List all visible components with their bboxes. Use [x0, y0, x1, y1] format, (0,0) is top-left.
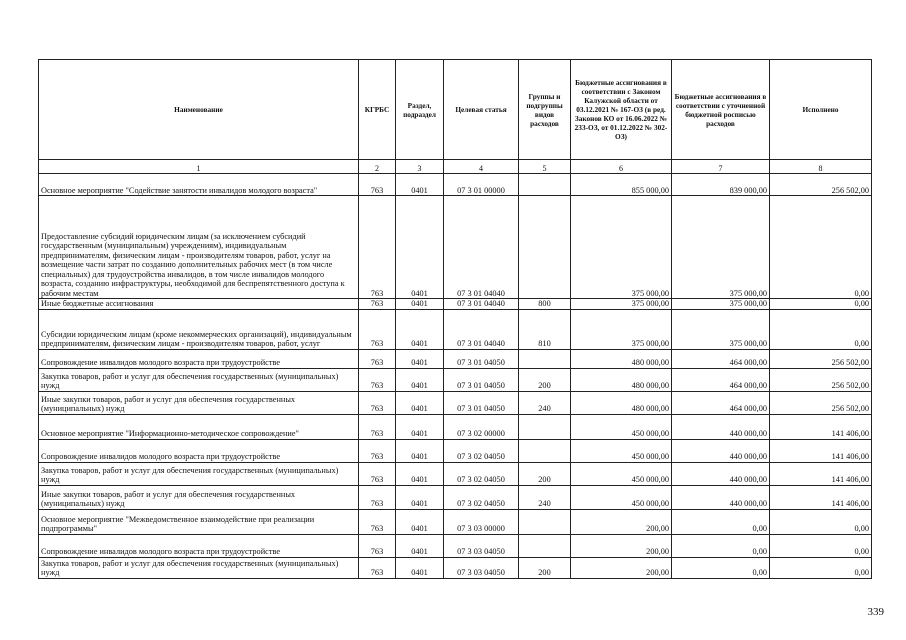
- row-refined-amount: 375 000,00: [672, 196, 770, 299]
- row-law-amount: 480 000,00: [571, 391, 672, 414]
- row-group: [519, 439, 571, 462]
- table-row: [39, 196, 872, 299]
- table-row: [39, 174, 872, 196]
- row-refined-amount: 375 000,00: [672, 309, 770, 349]
- row-refined-amount: 375 000,00: [672, 299, 770, 310]
- row-section: 0401: [396, 534, 444, 557]
- table-row: [39, 391, 872, 414]
- row-section: 0401: [396, 485, 444, 509]
- row-name: Закупка товаров, работ и услуг для обеспечения государственных (муниципальных) нужд: [39, 557, 359, 578]
- row-group: [519, 174, 571, 196]
- row-group: [519, 196, 571, 299]
- table-row: [39, 557, 872, 578]
- row-name: Сопровождение инвалидов молодого возраста при трудоустройстве: [39, 349, 359, 368]
- row-refined-amount: 440 000,00: [672, 439, 770, 462]
- row-target: 07 3 02 04050: [444, 439, 519, 462]
- row-executed-amount: 0,00: [770, 299, 872, 310]
- row-kgrbs: 763: [359, 174, 396, 196]
- column-number: 6: [571, 160, 672, 174]
- row-target: 07 3 01 04050: [444, 349, 519, 368]
- table-row: [39, 509, 872, 534]
- row-name: Закупка товаров, работ и услуг для обеспечения государственных (муниципальных) нужд: [39, 368, 359, 391]
- row-name: Предоставление субсидий юридическим лицам (за исключением субсидий государственным (муниципальным) учреждениям), индивидуальным предпринимателям, физическим лицам - производителям товаров, работ, услуг на возмещение части затрат по созданию дополнительных рабочих мест (в том числе специальных) для трудоустройства инвалидов, в том числе инвалидов молодого возраста, созданию инфраструктуры, необходимой для беспрепятственного доступа к рабочим местам: [39, 196, 359, 299]
- row-kgrbs: 763: [359, 299, 396, 310]
- row-law-amount: 450 000,00: [571, 485, 672, 509]
- header-law-allocations: Бюджетные ассигнования в соответствии с Законом Калужской области от 03.12.2021 № 167-ОЗ (в ред. Законов КО от 16.06.2022 № 233-ОЗ, от 01.12.2022 № 302-ОЗ): [571, 60, 672, 160]
- row-law-amount: 200,00: [571, 534, 672, 557]
- row-section: 0401: [396, 349, 444, 368]
- page-number: 339: [867, 606, 884, 618]
- table-row: [39, 462, 872, 485]
- row-name: Основное мероприятие "Межведомственное взаимодействие при реализации подпрограммы": [39, 509, 359, 534]
- row-refined-amount: 0,00: [672, 534, 770, 557]
- row-group: 200: [519, 368, 571, 391]
- table-row: [39, 414, 872, 439]
- row-law-amount: 375 000,00: [571, 196, 672, 299]
- row-law-amount: 200,00: [571, 557, 672, 578]
- row-refined-amount: 0,00: [672, 509, 770, 534]
- row-executed-amount: 256 502,00: [770, 174, 872, 196]
- row-law-amount: 375 000,00: [571, 309, 672, 349]
- row-target: 07 3 01 00000: [444, 174, 519, 196]
- row-name: Иные закупки товаров, работ и услуг для обеспечения государственных (муниципальных) нужд: [39, 485, 359, 509]
- row-group: 240: [519, 485, 571, 509]
- row-refined-amount: 440 000,00: [672, 462, 770, 485]
- row-refined-amount: 440 000,00: [672, 414, 770, 439]
- row-executed-amount: 0,00: [770, 509, 872, 534]
- table-row: [39, 299, 872, 310]
- column-number: 7: [672, 160, 770, 174]
- row-section: 0401: [396, 462, 444, 485]
- row-law-amount: 450 000,00: [571, 462, 672, 485]
- row-target: 07 3 01 04040: [444, 309, 519, 349]
- row-refined-amount: 440 000,00: [672, 485, 770, 509]
- row-kgrbs: 763: [359, 534, 396, 557]
- row-group: 810: [519, 309, 571, 349]
- row-refined-amount: 464 000,00: [672, 349, 770, 368]
- row-group: 200: [519, 462, 571, 485]
- row-law-amount: 450 000,00: [571, 414, 672, 439]
- header-refined-allocations: Бюджетные ассигнования в соответствии с уточненной бюджетной росписью расходов: [672, 60, 770, 160]
- header-section: Раздел, подраздел: [396, 60, 444, 160]
- row-section: 0401: [396, 509, 444, 534]
- row-target: 07 3 01 04040: [444, 196, 519, 299]
- row-group: [519, 414, 571, 439]
- row-kgrbs: 763: [359, 462, 396, 485]
- row-target: 07 3 01 04050: [444, 368, 519, 391]
- column-number: 1: [39, 160, 359, 174]
- table-row: [39, 485, 872, 509]
- column-number: 8: [770, 160, 872, 174]
- budget-table-wrapper: [38, 59, 871, 579]
- row-target: 07 3 01 04050: [444, 391, 519, 414]
- header-kgrbs: КГРБС: [359, 60, 396, 160]
- row-section: 0401: [396, 174, 444, 196]
- row-group: 240: [519, 391, 571, 414]
- row-refined-amount: 464 000,00: [672, 391, 770, 414]
- row-kgrbs: 763: [359, 509, 396, 534]
- header-target: Целевая статья: [444, 60, 519, 160]
- header-executed: Исполнено: [770, 60, 872, 160]
- row-kgrbs: 763: [359, 368, 396, 391]
- row-executed-amount: 256 502,00: [770, 349, 872, 368]
- row-refined-amount: 0,00: [672, 557, 770, 578]
- row-kgrbs: 763: [359, 349, 396, 368]
- row-refined-amount: 464 000,00: [672, 368, 770, 391]
- row-name: Основное мероприятие "Содействие занятости инвалидов молодого возраста": [39, 174, 359, 196]
- row-target: 07 3 02 00000: [444, 414, 519, 439]
- column-number: 5: [519, 160, 571, 174]
- row-name: Иные бюджетные ассигнования: [39, 299, 359, 310]
- row-name: Закупка товаров, работ и услуг для обеспечения государственных (муниципальных) нужд: [39, 462, 359, 485]
- row-executed-amount: 141 406,00: [770, 414, 872, 439]
- row-executed-amount: 141 406,00: [770, 439, 872, 462]
- row-law-amount: 480 000,00: [571, 368, 672, 391]
- table-header: [39, 60, 872, 174]
- table-row: [39, 534, 872, 557]
- row-section: 0401: [396, 414, 444, 439]
- row-executed-amount: 0,00: [770, 534, 872, 557]
- row-law-amount: 375 000,00: [571, 299, 672, 310]
- row-refined-amount: 839 000,00: [672, 174, 770, 196]
- budget-table: [38, 59, 872, 579]
- row-kgrbs: 763: [359, 485, 396, 509]
- row-executed-amount: 141 406,00: [770, 462, 872, 485]
- row-section: 0401: [396, 309, 444, 349]
- row-executed-amount: 0,00: [770, 557, 872, 578]
- row-kgrbs: 763: [359, 439, 396, 462]
- row-section: 0401: [396, 439, 444, 462]
- row-kgrbs: 763: [359, 196, 396, 299]
- row-law-amount: 450 000,00: [571, 439, 672, 462]
- column-number: 4: [444, 160, 519, 174]
- row-name: Сопровождение инвалидов молодого возраста при трудоустройстве: [39, 534, 359, 557]
- row-target: 07 3 02 04050: [444, 462, 519, 485]
- row-group: [519, 509, 571, 534]
- header-name: Наименование: [39, 60, 359, 160]
- row-law-amount: 480 000,00: [571, 349, 672, 368]
- table-row: [39, 368, 872, 391]
- row-kgrbs: 763: [359, 309, 396, 349]
- row-section: 0401: [396, 196, 444, 299]
- row-target: 07 3 02 04050: [444, 485, 519, 509]
- row-name: Основное мероприятие "Информационно-методическое сопровождение": [39, 414, 359, 439]
- row-group: [519, 349, 571, 368]
- row-name: Иные закупки товаров, работ и услуг для обеспечения государственных (муниципальных) нужд: [39, 391, 359, 414]
- row-target: 07 3 03 04050: [444, 557, 519, 578]
- row-law-amount: 200,00: [571, 509, 672, 534]
- table-row: [39, 349, 872, 368]
- row-executed-amount: 0,00: [770, 309, 872, 349]
- row-section: 0401: [396, 557, 444, 578]
- row-group: [519, 534, 571, 557]
- row-section: 0401: [396, 391, 444, 414]
- row-target: 07 3 01 04040: [444, 299, 519, 310]
- row-target: 07 3 03 00000: [444, 509, 519, 534]
- header-groups: Группы и подгруппы видов расходов: [519, 60, 571, 160]
- table-body: [39, 174, 872, 579]
- row-name: Сопровождение инвалидов молодого возраста при трудоустройстве: [39, 439, 359, 462]
- table-row: [39, 309, 872, 349]
- row-target: 07 3 03 04050: [444, 534, 519, 557]
- row-kgrbs: 763: [359, 391, 396, 414]
- table-row: [39, 439, 872, 462]
- row-kgrbs: 763: [359, 414, 396, 439]
- row-group: 800: [519, 299, 571, 310]
- row-section: 0401: [396, 368, 444, 391]
- row-section: 0401: [396, 299, 444, 310]
- row-executed-amount: 256 502,00: [770, 391, 872, 414]
- row-kgrbs: 763: [359, 557, 396, 578]
- row-law-amount: 855 000,00: [571, 174, 672, 196]
- column-number: 2: [359, 160, 396, 174]
- row-executed-amount: 141 406,00: [770, 485, 872, 509]
- row-executed-amount: 256 502,00: [770, 368, 872, 391]
- row-name: Субсидии юридическим лицам (кроме некоммерческих организаций), индивидуальным предпринимателям, физическим лицам - производителям товаров, работ, услуг: [39, 309, 359, 349]
- row-group: 200: [519, 557, 571, 578]
- row-executed-amount: 0,00: [770, 196, 872, 299]
- column-number: 3: [396, 160, 444, 174]
